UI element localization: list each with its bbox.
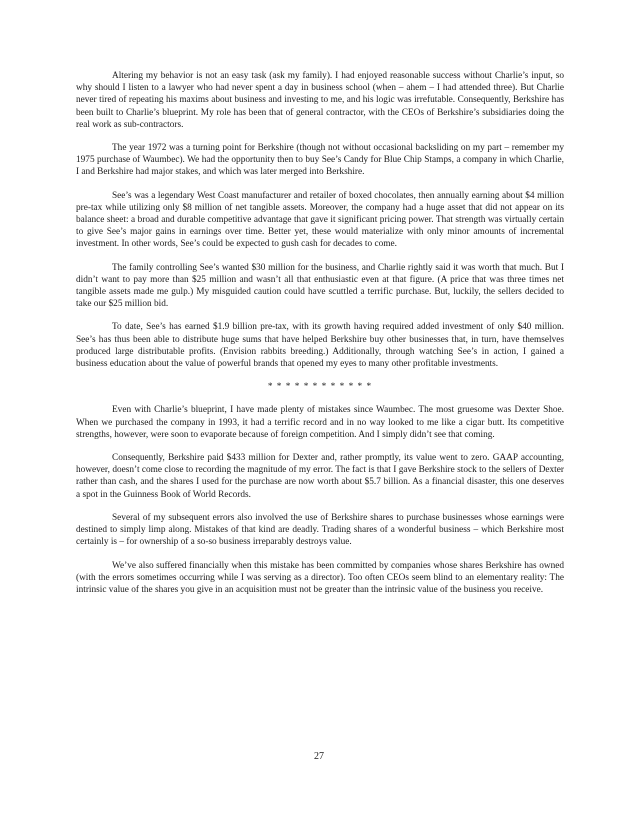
paragraph-dexter-shoe: Even with Charlie’s blueprint, I have made plenty of mistakes since Waumbec. The most gruesome was Dexter Shoe. When we purchased the company in 1993, it had a terrific record and in no way looked to me like a cigar butt. Its competitive strengths, however, were soon to evaporate because of foreign competition. And I simply didn’t see that coming. <box>76 405 564 440</box>
paragraph-1972-turning-point: The year 1972 was a turning point for Berkshire (though not without occasional backsliding on my part – remember my 1975 purchase of Waumbec). We had the opportunity then to buy See’s Candy for Blue Chip Stamps, a company in which Charlie, I and Berkshire had major stakes, and which was later merged into Berkshire. <box>76 143 564 178</box>
section-divider: * * * * * * * * * * * * <box>267 382 373 393</box>
paragraph-intrinsic-value: We’ve also suffered financially when this mistake has been committed by companies whose shares Berkshire has owned (with the errors sometimes occurring while I was serving as a director). Too often CEOs seem blind to an elementary reality: The intrinsic value of the shares you give in an acquisition must not be greater than the intrinsic value of the business you receive. <box>76 560 564 595</box>
paragraph-dexter-cost: Consequently, Berkshire paid $433 million for Dexter and, rather promptly, its value went to zero. GAAP accounting, however, doesn’t come close to recording the magnitude of my error. The fact is that I gave Berkshire stock to the sellers of Dexter rather than cash, and the shares I used for the purchase are now worth about $5.7 billion. As a financial disaster, this one deserves a spot in the Guinness Book of World Records. <box>76 453 564 500</box>
paragraph-charlie-influence: Altering my behavior is not an easy task (ask my family). I had enjoyed reasonable success without Charlie’s input, so why should I listen to a lawyer who had never spent a day in business school (when – ahem – I had attended three). But Charlie never tired of repeating his maxims about business and investing to me, and his logic was irrefutable. Consequently, Berkshire has been built to Charlie’s blueprint. My role has been that of general contractor, with the CEOs of Berkshire’s subsidiaries doing the real work as sub-contractors. <box>76 71 564 130</box>
paragraph-share-errors: Several of my subsequent errors also involved the use of Berkshire shares to purchase businesses whose earnings were destined to simply limp along. Mistakes of that kind are deadly. Trading shares of a wonderful business – which Berkshire most certainly is – for ownership of a so-so business irreparably destroys value. <box>76 512 564 548</box>
paragraph-sees-price: The family controlling See’s wanted $30 million for the business, and Charlie rightly said it was worth that much. But I didn’t want to pay more than $25 million and wasn’t all that enthusiastic even at that figure. (A price that was three times net tangible assets made me gulp.) My misguided caution could have scuttled a terrific purchase. But, luckily, the sellers decided to take our $25 million bid. <box>76 262 564 310</box>
paragraph-sees-description: See’s was a legendary West Coast manufacturer and retailer of boxed chocolates, then annually earning about $4 million pre-tax while utilizing only $8 million of net tangible assets. Moreover, the company had a huge asset that did not appear on its balance sheet: a broad and durable competitive advantage that gave it significant pricing power. That strength was virtually certain to give See’s major gains in earnings over time. Better yet, these would materialize with only minor amounts of incremental investment. In other words, See’s could be expected to gush cash for decades to come. <box>76 190 564 250</box>
page-body <box>76 70 564 607</box>
page-number: 27 <box>314 751 324 762</box>
paragraph-sees-results: To date, See’s has earned $1.9 billion pre-tax, with its growth having required added investment of only $40 million. See’s has thus been able to distribute huge sums that have helped Berkshire buy other businesses that, in turn, have themselves produced large distributable profits. (Envision rabbits breeding.) Additionally, through watching See’s in action, I gained a business education about the value of powerful brands that opened my eyes to many other profitable investments. <box>76 322 564 370</box>
